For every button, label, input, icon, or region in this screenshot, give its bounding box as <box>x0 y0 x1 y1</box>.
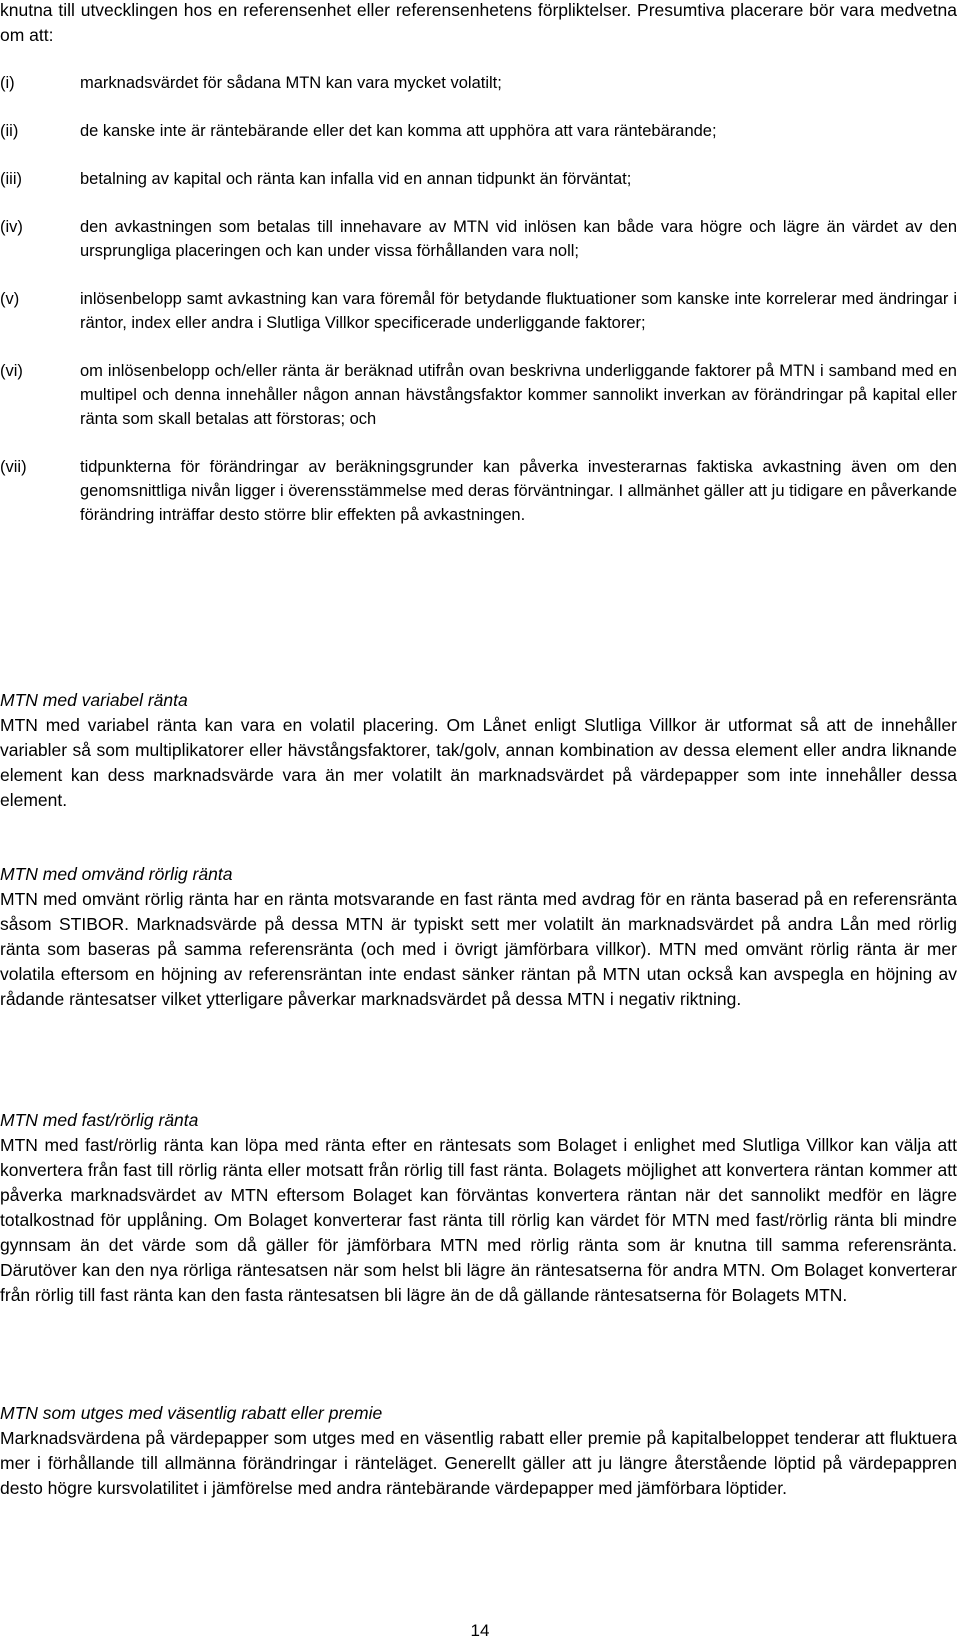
list-item-text: tidpunkterna för förändringar av beräkningsgrunder kan påverka investerarnas faktiska avkastning även om den genomsnittliga nivån ligger i överensstämmelse med deras förväntningar. I allmänhet gäller att ju tidigare en påverkande förändring inträffar desto större blir effekten på avkastningen. <box>80 458 957 524</box>
section-variabel-ranta <box>0 688 957 813</box>
list-item-text: om inlösenbelopp och/eller ränta är beräknad utifrån ovan beskrivna underliggande faktorer på MTN i samband med en multipel och denna innehåller någon annan hävstångsfaktor kommer sannolikt inverkan av förändringar på kapital eller ränta som skall betalas att förstoras; och <box>80 362 957 428</box>
list-item-number: (iv) <box>0 218 23 236</box>
list-item-text: de kanske inte är räntebärande eller det kan komma att upphöra att vara räntebärande; <box>80 122 717 140</box>
section-heading: MTN med fast/rörlig ränta <box>0 1110 199 1130</box>
section-body: MTN med omvänt rörlig ränta har en ränta motsvarande en fast ränta med avdrag för en ränta baserad på en referensränta såsom STIBOR. Marknadsvärde på dessa MTN är typiskt sett mer volatilt än marknadsvärdet på andra Lån med rörlig ränta som baseras på samma referensränta (och med i övrigt jämförbara villkor). MTN med omvänt rörlig ränta är mer volatila eftersom en höjning av referensräntan inte endast sänker räntan på MTN utan också kan avspegla en höjning av rådande räntesatser vilket ytterligare påverkar marknadsvärdet på dessa MTN i negativ riktning. <box>0 889 957 1009</box>
list-item-number: (v) <box>0 290 20 308</box>
list-item-text: inlösenbelopp samt avkastning kan vara föremål för betydande fluktuationer som kanske inte korrelerar med ändringar i räntor, index eller andra i Slutliga Villkor specificerade underliggande faktorer; <box>80 290 957 332</box>
risk-list <box>0 71 957 551</box>
list-item-text: den avkastningen som betalas till innehavare av MTN vid inlösen kan både vara högre och lägre än värdet av den ursprungliga placeringen och kan under vissa förhållanden vara noll; <box>80 218 957 260</box>
list-item <box>0 215 957 263</box>
list-item <box>0 359 957 431</box>
list-item-number: (ii) <box>0 122 19 140</box>
list-item <box>0 455 957 527</box>
section-heading: MTN med omvänd rörlig ränta <box>0 864 233 884</box>
list-item <box>0 71 957 95</box>
section-heading: MTN med variabel ränta <box>0 690 188 710</box>
list-item <box>0 167 957 191</box>
section-rabatt-premie <box>0 1401 957 1501</box>
list-item-number: (vi) <box>0 362 23 380</box>
section-fast-rorlig-ranta <box>0 1108 957 1308</box>
list-item-text: marknadsvärdet för sådana MTN kan vara mycket volatilt; <box>80 74 502 92</box>
section-body: MTN med fast/rörlig ränta kan löpa med ränta efter en räntesats som Bolaget i enlighet med Slutliga Villkor kan välja att konvertera från fast till rörlig ränta eller motsatt från rörlig till fast ränta. Bolagets möjlighet att konvertera räntan kommer att påverka marknadsvärdet av MTN eftersom Bolaget kan förväntas konvertera räntan när det sannolikt medför en lägre totalkostnad för upplåning. Om Bolaget konverterar fast ränta till rörlig kan värdet för MTN med fast/rörlig ränta bli mindre gynnsam än det värde som då gäller för jämförbara MTN med rörlig ränta som är knutna till samma referensränta. Därutöver kan den nya rörliga räntesatsen när som helst bli lägre än räntesatserna för andra MTN. Om Bolaget konverterar från rörlig till fast ränta kan den fasta räntesatsen bli lägre än de då gällande räntesatserna för Bolagets MTN. <box>0 1135 957 1305</box>
list-item-number: (iii) <box>0 170 22 188</box>
intro-paragraph: knutna till utvecklingen hos en referensenhet eller referensenhetens förpliktelser. Presumtiva placerare bör vara medvetna om att: <box>0 0 957 45</box>
section-body: Marknadsvärdena på värdepapper som utges med en väsentlig rabatt eller premie på kapitalbeloppet tenderar att fluktuera mer i förhållande till allmänna förändringar i ränteläget. Generellt gäller att ju längre återstående löptid på värdepappren desto högre kursvolatilitet i jämförelse med andra räntebärande värdepapper med jämförbara löptider. <box>0 1428 957 1498</box>
list-item <box>0 287 957 335</box>
section-body: MTN med variabel ränta kan vara en volatil placering. Om Lånet enligt Slutliga Villkor är utformat så att de innehåller variabler så som multiplikatorer eller hävstångsfaktorer, tak/golv, annan kombination av dessa element eller andra liknande element kan dess marknadsvärde vara än mer volatilt än marknadsvärdet på värdepapper som inte innehåller dessa element. <box>0 715 957 810</box>
section-omvand-rorlig-ranta <box>0 862 957 1012</box>
page-number: 14 <box>470 1621 490 1640</box>
list-item <box>0 119 957 143</box>
list-item-text: betalning av kapital och ränta kan infalla vid en annan tidpunkt än förväntat; <box>80 170 632 188</box>
list-item-number: (vii) <box>0 458 27 476</box>
section-heading: MTN som utges med väsentlig rabatt eller premie <box>0 1403 383 1423</box>
list-item-number: (i) <box>0 74 15 92</box>
